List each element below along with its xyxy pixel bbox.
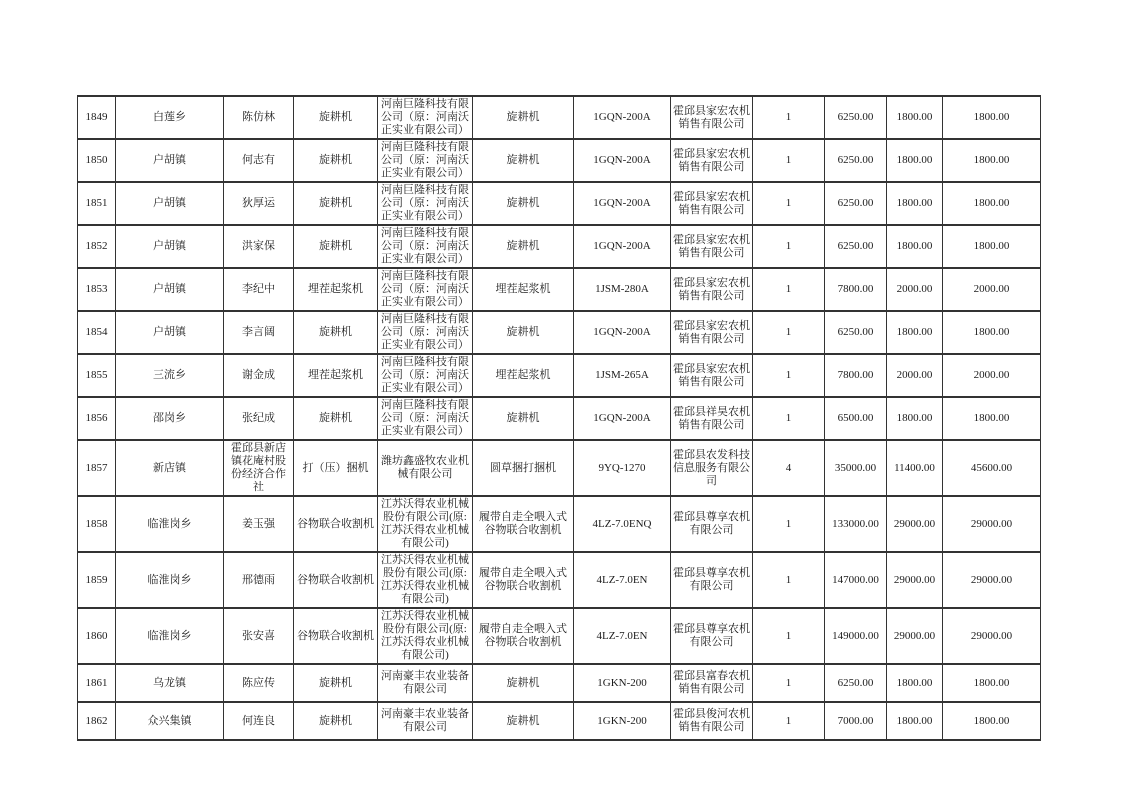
cell-total-subsidy: 1800.00: [943, 397, 1041, 440]
cell-purchaser-name: 张纪成: [224, 397, 294, 440]
cell-quantity: 1: [753, 268, 825, 311]
cell-quantity: 1: [753, 225, 825, 268]
cell-unit-subsidy: 1800.00: [887, 311, 943, 354]
cell-manufacturer: 河南巨隆科技有限公司（原：河南沃正实业有限公司）: [378, 397, 473, 440]
cell-machine-category: 旋耕机: [294, 397, 378, 440]
cell-township: 邵岗乡: [116, 397, 224, 440]
cell-unit-price: 6250.00: [825, 182, 887, 225]
cell-total-subsidy: 2000.00: [943, 354, 1041, 397]
cell-township: 临淮岗乡: [116, 496, 224, 552]
cell-total-subsidy: 1800.00: [943, 139, 1041, 182]
cell-purchaser-name: 何志有: [224, 139, 294, 182]
cell-manufacturer: 河南巨隆科技有限公司（原：河南沃正实业有限公司）: [378, 311, 473, 354]
cell-purchaser-name: 张安喜: [224, 608, 294, 664]
cell-total-subsidy: 2000.00: [943, 268, 1041, 311]
cell-machine-name: 旋耕机: [473, 702, 574, 740]
cell-dealer: 霍邱县富春农机销售有限公司: [671, 664, 753, 702]
cell-dealer: 霍邱县尊享农机有限公司: [671, 496, 753, 552]
cell-township: 户胡镇: [116, 268, 224, 311]
cell-serial-number: 1850: [78, 139, 116, 182]
cell-purchaser-name: 陈仿林: [224, 96, 294, 139]
cell-unit-subsidy: 1800.00: [887, 139, 943, 182]
cell-quantity: 1: [753, 702, 825, 740]
cell-unit-subsidy: 1800.00: [887, 397, 943, 440]
table-container: [77, 95, 1041, 741]
cell-machine-category: 埋茬起浆机: [294, 354, 378, 397]
table-row: [78, 608, 1041, 664]
cell-unit-price: 6250.00: [825, 139, 887, 182]
cell-serial-number: 1854: [78, 311, 116, 354]
cell-machine-name: 旋耕机: [473, 139, 574, 182]
cell-machine-name: 旋耕机: [473, 96, 574, 139]
cell-machine-name: 旋耕机: [473, 311, 574, 354]
cell-model: 1JSM-265A: [574, 354, 671, 397]
cell-total-subsidy: 29000.00: [943, 608, 1041, 664]
cell-serial-number: 1857: [78, 440, 116, 496]
cell-serial-number: 1858: [78, 496, 116, 552]
cell-model: 4LZ-7.0EN: [574, 552, 671, 608]
cell-township: 白莲乡: [116, 96, 224, 139]
cell-unit-subsidy: 2000.00: [887, 268, 943, 311]
cell-serial-number: 1859: [78, 552, 116, 608]
cell-machine-category: 旋耕机: [294, 225, 378, 268]
cell-quantity: 1: [753, 664, 825, 702]
cell-manufacturer: 河南豪丰农业装备有限公司: [378, 664, 473, 702]
cell-purchaser-name: 洪家保: [224, 225, 294, 268]
cell-dealer: 霍邱县家宏农机销售有限公司: [671, 311, 753, 354]
table-row: [78, 311, 1041, 354]
cell-total-subsidy: 45600.00: [943, 440, 1041, 496]
cell-quantity: 1: [753, 608, 825, 664]
cell-total-subsidy: 1800.00: [943, 702, 1041, 740]
cell-machine-category: 打（压）捆机: [294, 440, 378, 496]
table-body: [78, 96, 1041, 740]
cell-township: 户胡镇: [116, 182, 224, 225]
cell-township: 三流乡: [116, 354, 224, 397]
cell-township: 户胡镇: [116, 139, 224, 182]
cell-model: 1GQN-200A: [574, 182, 671, 225]
cell-dealer: 霍邱县家宏农机销售有限公司: [671, 225, 753, 268]
cell-total-subsidy: 1800.00: [943, 96, 1041, 139]
cell-manufacturer: 江苏沃得农业机械股份有限公司(原:江苏沃得农业机械有限公司): [378, 552, 473, 608]
cell-unit-subsidy: 2000.00: [887, 354, 943, 397]
cell-model: 1GQN-200A: [574, 139, 671, 182]
table-row: [78, 268, 1041, 311]
cell-model: 1GQN-200A: [574, 225, 671, 268]
cell-quantity: 1: [753, 182, 825, 225]
cell-unit-subsidy: 1800.00: [887, 225, 943, 268]
cell-unit-subsidy: 1800.00: [887, 664, 943, 702]
cell-model: 9YQ-1270: [574, 440, 671, 496]
cell-machine-category: 旋耕机: [294, 139, 378, 182]
cell-total-subsidy: 1800.00: [943, 182, 1041, 225]
cell-unit-subsidy: 1800.00: [887, 96, 943, 139]
table-row: [78, 397, 1041, 440]
cell-serial-number: 1852: [78, 225, 116, 268]
cell-quantity: 4: [753, 440, 825, 496]
cell-purchaser-name: 李言阔: [224, 311, 294, 354]
cell-unit-subsidy: 29000.00: [887, 496, 943, 552]
cell-machine-name: 圆草捆打捆机: [473, 440, 574, 496]
cell-township: 新店镇: [116, 440, 224, 496]
cell-dealer: 霍邱县家宏农机销售有限公司: [671, 96, 753, 139]
cell-dealer: 霍邱县俊河农机销售有限公司: [671, 702, 753, 740]
cell-manufacturer: 江苏沃得农业机械股份有限公司(原:江苏沃得农业机械有限公司): [378, 608, 473, 664]
cell-purchaser-name: 霍邱县新店镇花庵村股份经济合作社: [224, 440, 294, 496]
cell-township: 众兴集镇: [116, 702, 224, 740]
cell-manufacturer: 河南巨隆科技有限公司（原：河南沃正实业有限公司）: [378, 182, 473, 225]
cell-dealer: 霍邱县家宏农机销售有限公司: [671, 139, 753, 182]
cell-total-subsidy: 1800.00: [943, 664, 1041, 702]
cell-manufacturer: 河南巨隆科技有限公司（原：河南沃正实业有限公司）: [378, 354, 473, 397]
cell-machine-category: 旋耕机: [294, 182, 378, 225]
cell-machine-category: 旋耕机: [294, 702, 378, 740]
table-row: [78, 225, 1041, 268]
table-row: [78, 664, 1041, 702]
cell-serial-number: 1862: [78, 702, 116, 740]
cell-unit-price: 6250.00: [825, 96, 887, 139]
cell-purchaser-name: 狄厚运: [224, 182, 294, 225]
cell-machine-name: 旋耕机: [473, 225, 574, 268]
cell-machine-category: 旋耕机: [294, 96, 378, 139]
cell-quantity: 1: [753, 311, 825, 354]
table-row: [78, 552, 1041, 608]
cell-model: 1GKN-200: [574, 702, 671, 740]
cell-total-subsidy: 1800.00: [943, 311, 1041, 354]
cell-dealer: 霍邱县祥昊农机销售有限公司: [671, 397, 753, 440]
cell-unit-subsidy: 1800.00: [887, 702, 943, 740]
cell-dealer: 霍邱县家宏农机销售有限公司: [671, 354, 753, 397]
cell-unit-price: 147000.00: [825, 552, 887, 608]
cell-quantity: 1: [753, 397, 825, 440]
cell-purchaser-name: 何连良: [224, 702, 294, 740]
cell-unit-subsidy: 1800.00: [887, 182, 943, 225]
cell-machine-name: 埋茬起浆机: [473, 268, 574, 311]
cell-total-subsidy: 29000.00: [943, 496, 1041, 552]
cell-manufacturer: 江苏沃得农业机械股份有限公司(原:江苏沃得农业机械有限公司): [378, 496, 473, 552]
cell-unit-subsidy: 29000.00: [887, 552, 943, 608]
cell-total-subsidy: 29000.00: [943, 552, 1041, 608]
cell-machine-category: 埋茬起浆机: [294, 268, 378, 311]
cell-model: 1GKN-200: [574, 664, 671, 702]
cell-machine-name: 旋耕机: [473, 182, 574, 225]
cell-serial-number: 1853: [78, 268, 116, 311]
cell-machine-name: 履带自走全喂入式谷物联合收割机: [473, 552, 574, 608]
cell-serial-number: 1849: [78, 96, 116, 139]
cell-township: 乌龙镇: [116, 664, 224, 702]
cell-unit-price: 6250.00: [825, 311, 887, 354]
cell-machine-category: 旋耕机: [294, 664, 378, 702]
cell-machine-category: 旋耕机: [294, 311, 378, 354]
table-row: [78, 354, 1041, 397]
table-row: [78, 702, 1041, 740]
cell-serial-number: 1856: [78, 397, 116, 440]
cell-serial-number: 1860: [78, 608, 116, 664]
cell-model: 1GQN-200A: [574, 96, 671, 139]
cell-quantity: 1: [753, 139, 825, 182]
table-row: [78, 96, 1041, 139]
cell-unit-price: 7000.00: [825, 702, 887, 740]
table-row: [78, 440, 1041, 496]
cell-total-subsidy: 1800.00: [943, 225, 1041, 268]
table-row: [78, 182, 1041, 225]
cell-quantity: 1: [753, 96, 825, 139]
cell-township: 户胡镇: [116, 311, 224, 354]
cell-model: 4LZ-7.0ENQ: [574, 496, 671, 552]
cell-serial-number: 1855: [78, 354, 116, 397]
cell-quantity: 1: [753, 354, 825, 397]
cell-machine-name: 履带自走全喂入式谷物联合收割机: [473, 496, 574, 552]
cell-unit-subsidy: 29000.00: [887, 608, 943, 664]
cell-unit-price: 35000.00: [825, 440, 887, 496]
cell-township: 临淮岗乡: [116, 608, 224, 664]
cell-manufacturer: 河南豪丰农业装备有限公司: [378, 702, 473, 740]
cell-machine-name: 旋耕机: [473, 664, 574, 702]
cell-manufacturer: 河南巨隆科技有限公司（原：河南沃正实业有限公司）: [378, 139, 473, 182]
cell-model: 1JSM-280A: [574, 268, 671, 311]
cell-unit-price: 7800.00: [825, 354, 887, 397]
cell-manufacturer: 河南巨隆科技有限公司（原：河南沃正实业有限公司）: [378, 225, 473, 268]
cell-machine-name: 埋茬起浆机: [473, 354, 574, 397]
cell-manufacturer: 河南巨隆科技有限公司（原：河南沃正实业有限公司）: [378, 268, 473, 311]
cell-dealer: 霍邱县尊享农机有限公司: [671, 608, 753, 664]
cell-unit-price: 7800.00: [825, 268, 887, 311]
cell-manufacturer: 河南巨隆科技有限公司（原：河南沃正实业有限公司）: [378, 96, 473, 139]
cell-unit-price: 6250.00: [825, 664, 887, 702]
cell-township: 临淮岗乡: [116, 552, 224, 608]
cell-serial-number: 1851: [78, 182, 116, 225]
cell-unit-price: 133000.00: [825, 496, 887, 552]
cell-unit-price: 6250.00: [825, 225, 887, 268]
cell-purchaser-name: 邢德雨: [224, 552, 294, 608]
cell-purchaser-name: 李纪中: [224, 268, 294, 311]
cell-model: 4LZ-7.0EN: [574, 608, 671, 664]
cell-purchaser-name: 陈应传: [224, 664, 294, 702]
machinery-subsidy-table: [77, 95, 1041, 741]
cell-township: 户胡镇: [116, 225, 224, 268]
cell-model: 1GQN-200A: [574, 311, 671, 354]
cell-manufacturer: 潍坊鑫盛牧农业机械有限公司: [378, 440, 473, 496]
cell-machine-category: 谷物联合收割机: [294, 552, 378, 608]
cell-dealer: 霍邱县家宏农机销售有限公司: [671, 268, 753, 311]
cell-purchaser-name: 谢金成: [224, 354, 294, 397]
cell-purchaser-name: 姜玉强: [224, 496, 294, 552]
cell-machine-name: 履带自走全喂入式谷物联合收割机: [473, 608, 574, 664]
table-row: [78, 496, 1041, 552]
cell-dealer: 霍邱县家宏农机销售有限公司: [671, 182, 753, 225]
cell-unit-price: 6500.00: [825, 397, 887, 440]
cell-serial-number: 1861: [78, 664, 116, 702]
cell-dealer: 霍邱县农发科技信息服务有限公司: [671, 440, 753, 496]
cell-quantity: 1: [753, 496, 825, 552]
cell-unit-price: 149000.00: [825, 608, 887, 664]
cell-model: 1GQN-200A: [574, 397, 671, 440]
cell-machine-category: 谷物联合收割机: [294, 496, 378, 552]
cell-dealer: 霍邱县尊享农机有限公司: [671, 552, 753, 608]
cell-quantity: 1: [753, 552, 825, 608]
table-row: [78, 139, 1041, 182]
cell-machine-name: 旋耕机: [473, 397, 574, 440]
cell-unit-subsidy: 11400.00: [887, 440, 943, 496]
cell-machine-category: 谷物联合收割机: [294, 608, 378, 664]
